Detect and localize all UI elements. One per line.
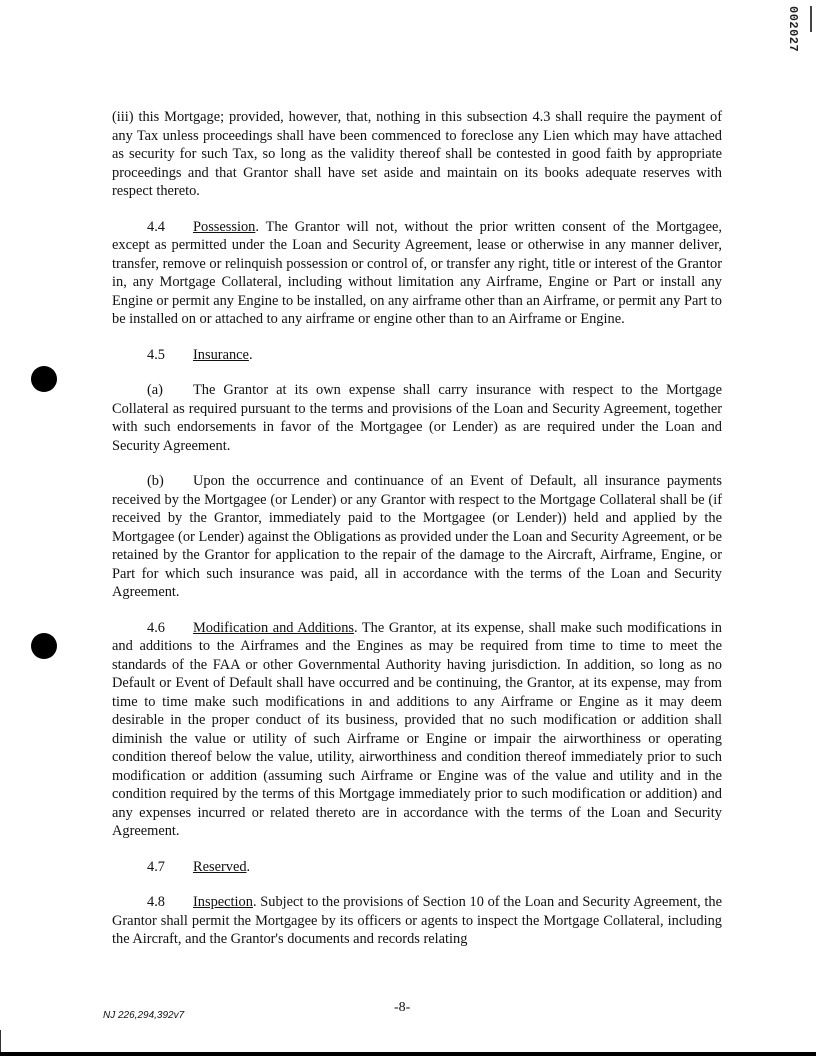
section-title-suffix: .	[248, 346, 253, 363]
section-text: . The Grantor will not, without the prior written consent of the Mortgagee, except as permitted under the Loan and Security Agreement, lease or otherwise in any manner deliver, transfer, remove or relinquish possession or control of, or transfer any right, title or interest of the Grantor in, any Mortgage Collateral, including without limitation any Airframe, Engine or Part or install any Engine or permit any Engine to be installed, on any airframe other than an Airframe, or permit any Part to be installed on or attached to any airframe or engine other than to an Airframe or Engine.	[112, 218, 722, 327]
subsection-text: Upon the occurrence and continuance of an Event of Default, all insurance payments received by the Mortgagee (or Lender) or any Grantor with respect to the Mortgage Collateral shall be (if received by the Grantor, immediately paid to the Mortgagee (or Lender)) held and applied by the Mortgagee (or Lender) against the Obligations as provided under the Loan and Security Agreement, or be retained by the Grantor for application to the repair of the damage to the Aircraft, Airframe, Engine, or Part for which such insurance was paid, all in accordance with the terms of the Loan and Security Agreement.	[112, 473, 722, 600]
section-title: Modification and Additions	[193, 619, 354, 636]
section-title: Insurance	[193, 346, 249, 363]
punch-hole-icon	[31, 633, 57, 659]
section-4-5-a	[112, 381, 722, 455]
section-4-5	[112, 346, 722, 365]
document-id: NJ 226,294,392v7	[103, 1010, 185, 1021]
section-title-suffix: .	[246, 858, 251, 875]
stamp-mark	[810, 6, 812, 32]
section-number: 4.8	[147, 894, 165, 910]
section-title: Inspection	[193, 894, 253, 910]
paragraph-continuation: (iii) this Mortgage; provided, however, that, nothing in this subsection 4.3 shall require the payment of any Tax unless proceedings shall have been commenced to foreclose any Lien which may have attached as security for such Tax, so long as the validity thereof shall be contested in good faith by appropriate proceedings and that Grantor shall have set aside and maintain on its books adequate reserves with respect thereto.	[112, 109, 722, 199]
subsection-label: (b)	[147, 473, 164, 489]
section-4-8	[112, 893, 722, 949]
section-text: . Subject to the provisions of Section 10 of the Loan and Security Agreement, the Grantor shall permit the Mortgagee by its officers or agents to inspect the Mortgage Collateral, including the Aircraft, and the Grantor's documents and records relating	[112, 894, 722, 947]
section-text: . The Grantor, at its expense, shall make such modifications in and additions to the Airframes and the Engines as may be required from time to time to meet the standards of the FAA or other Governmental Authority having jurisdiction. In addition, so long as no Default or Event of Default shall have occurred and be continuing, the Grantor, at its expense, may from time to time make such modifications in and additions to any Airframe or Engine as it may deem desirable in the proper conduct of its business, provided that no such modification or addition shall diminish the value or utility of such Airframe or Engine or impair the airworthiness or operating condition thereof below the value, utility, airworthiness and condition thereof immediately prior to such modification or addition (assuming such Airframe or Engine was of the value and utility and in the condition required by the terms of this Mortgage immediately prior to such modification or addition) and any expenses incurred or related thereto are in accordance with the terms of the Loan and Security Agreement.	[112, 619, 722, 839]
punch-hole-icon	[31, 366, 57, 392]
section-4-5-b	[112, 472, 722, 602]
section-number: 4.7	[147, 858, 165, 875]
section-number: 4.5	[147, 346, 165, 363]
subsection-text: The Grantor at its own expense shall carry insurance with respect to the Mortgage Collateral as required pursuant to the terms and provisions of the Loan and Security Agreement, together with such endorsements in favor of the Mortgagee (or Lender) as are required under the Loan and Security Agreement.	[112, 382, 722, 454]
document-body	[112, 108, 722, 966]
scan-bottom-border	[0, 1052, 816, 1056]
scan-edge	[0, 1030, 1, 1052]
section-4-4	[112, 218, 722, 329]
section-4-7	[112, 858, 722, 877]
section-number: 4.4	[147, 218, 165, 235]
section-number: 4.6	[147, 619, 165, 636]
subsection-label: (a)	[147, 382, 163, 398]
section-title: Reserved	[193, 858, 247, 875]
section-4-6	[112, 619, 722, 841]
section-title: Possession	[193, 218, 256, 235]
bates-stamp: 002027	[786, 6, 800, 53]
page-number: -8-	[394, 1000, 411, 1015]
